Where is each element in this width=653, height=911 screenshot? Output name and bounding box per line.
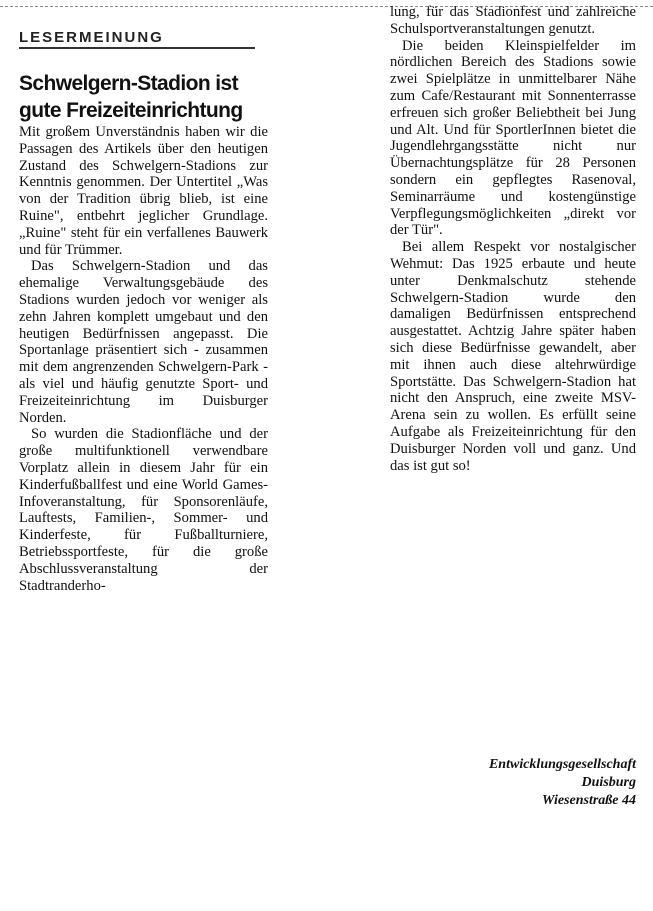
section-kicker: [19, 29, 255, 47]
left-paragraph-2: Das Schwelgern-Stadion und das ehemalige Verwaltungsgebäude des Stadions wurden jedoch vor weniger als zehn Jahren komplett umgebaut und den heutigen Bedürfnissen angepasst. Die Sportanlage präsentiert sich - zusammen mit dem angrenzenden Schwelgern-Park - als viel und häufig genutzte Sport- und Freizeiteinrichtung im Duisburger Norden.: [19, 258, 268, 426]
signature-address: Wiesenstraße 44: [542, 793, 636, 808]
right-paragraph-1: lung, für das Stadionfest und zahlreiche Schulsportveranstaltungen genutzt.: [390, 4, 636, 37]
signature-city: Duisburg: [581, 775, 636, 790]
author-signature: [390, 756, 636, 810]
left-paragraph-1: Mit großem Unverständnis haben wir die Passagen des Artikels über den heutigen Zustand des Schwelgern-Stadions zur Kenntnis genommen. Der Untertitel „Was von der Tradition übrig blieb, ist eine Ruine", entbehrt jeglicher Grundlage. „Ruine" steht für ein verfallenes Bauwerk und für Trümmer.: [19, 124, 268, 258]
article-headline: Schwelgern-Stadion ist gute Freizeiteinrichtung: [19, 72, 243, 122]
left-column: [19, 124, 268, 594]
left-paragraph-3: So wurden die Stadionfläche und der große multifunktionell verwendbare Vorplatz allein in diesem Jahr für ein Kinderfußballfest und eine World Games-Infoveranstaltung, für Sponsorenläufe, Lauftests, Familien-, Sommer- und Kinderfeste, für Fußballturniere, Betriebssportfeste, für die große Abschlussveranstaltung der Stadtranderho-: [19, 426, 268, 594]
kicker-underline: [19, 47, 255, 49]
right-column: [390, 4, 636, 474]
kicker-label: LESERMEINUNG: [19, 29, 164, 46]
signature-organization: Entwicklungsgesellschaft: [488, 757, 636, 772]
right-paragraph-3: Bei allem Respekt vor nostalgischer Wehmut: Das 1925 erbaute und heute unter Denkmalschutz stehende Schwelgern-Stadion wurde den damaligen Bedürfnissen entsprechend ausgestattet. Achtzig Jahre später haben sich diese Bedürfnisse gewandelt, aber mit ihnen auch diese altehrwürdige Sportstätte. Das Schwelgern-Stadion hat nicht den Anspruch, eine zweite MSV-Arena sein zu wollen. Es erfüllt seine Aufgabe als Freizeiteinrichtung für den Duisburger Norden voll und ganz. Und das ist gut so!: [390, 239, 636, 474]
right-paragraph-2: Die beiden Kleinspielfelder im nördlichen Bereich des Stadions sowie zwei Spielplätze in unmittelbarer Nähe zum Cafe/Restaurant mit Sonnenterrasse erfreuen sich großer Beliebtheit bei Jung und Alt. Und für SportlerInnen bietet die Jugendlehrgangsstätte nicht nur Übernachtungsplätze für 28 Personen sondern ein gepflegtes Rasenoval, Seminarräume und kostengünstige Verpflegungsmöglichkeiten „direkt vor der Tür".: [390, 37, 636, 239]
